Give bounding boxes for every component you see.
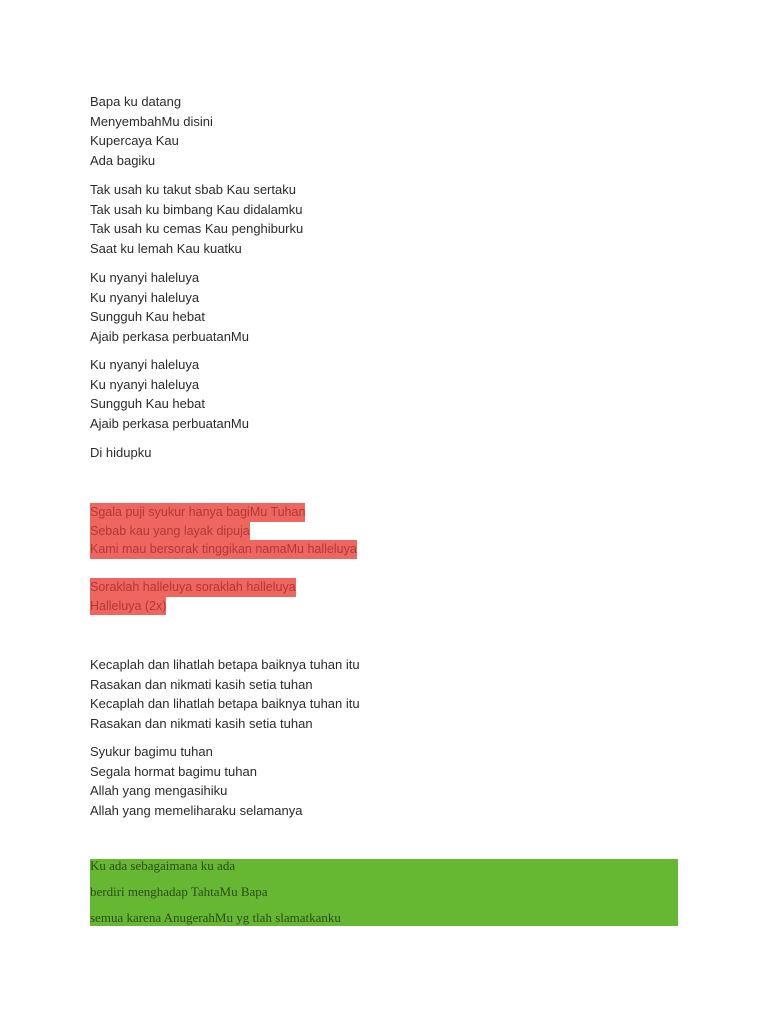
lyric-line: Rasakan dan nikmati kasih setia tuhan: [90, 676, 313, 692]
highlighted-stanza-red-2: [90, 578, 296, 615]
highlighted-lyric-line: Ku ada sebagaimana ku ada: [90, 858, 236, 873]
lyric-line: Ku nyanyi haleluya: [90, 376, 200, 392]
lyric-line: Tak usah ku cemas Kau penghiburku: [90, 221, 304, 236]
highlighted-lyric-line: Halleluya (2x): [90, 597, 166, 616]
highlighted-lyric-line: Soraklah halleluya soraklah halleluya: [90, 578, 296, 597]
stanza-4: [90, 355, 249, 433]
highlighted-lyric-line: Sebab kau yang layak dipuja: [90, 522, 250, 541]
lyric-line: Rasakan dan nikmati kasih setia tuhan: [90, 715, 313, 731]
lyric-line: Ajaib perkasa perbuatanMu: [90, 328, 249, 344]
stanza-5: [90, 443, 151, 463]
lyric-line: Ku nyanyi haleluya: [90, 270, 200, 285]
lyric-line: Ajaib perkasa perbuatanMu: [90, 415, 249, 431]
lyric-line: Ada bagiku: [90, 152, 156, 168]
stanza-6: [90, 655, 360, 733]
stanza-3: [90, 268, 249, 346]
lyric-line: Ku nyanyi haleluya: [90, 289, 200, 305]
lyric-line: Saat ku lemah Kau kuatku: [90, 240, 242, 256]
lyric-line: Syukur bagimu tuhan: [90, 744, 213, 759]
lyric-line: Allah yang mengasihiku: [90, 783, 228, 798]
lyric-line: Sungguh Kau hebat: [90, 396, 205, 411]
lyric-line: Sungguh Kau hebat: [90, 309, 205, 324]
lyric-line: Ku nyanyi haleluya: [90, 357, 200, 372]
lyric-line: MenyembahMu disini: [90, 113, 213, 129]
lyric-line: Di hidupku: [90, 445, 152, 460]
lyric-line: Kecaplah dan lihatlah betapa baiknya tuhan itu: [90, 657, 360, 672]
highlighted-stanza-green: [90, 859, 678, 926]
lyric-line: Tak usah ku bimbang Kau didalamku: [90, 201, 303, 217]
lyric-line: Kecaplah dan lihatlah betapa baiknya tuhan itu: [90, 696, 360, 711]
stanza-7: [90, 742, 302, 820]
lyric-line: Allah yang memeliharaku selamanya: [90, 802, 303, 818]
stanza-1: [90, 92, 213, 170]
highlighted-lyric-line: berdiri menghadap TahtaMu Bapa: [90, 884, 268, 899]
highlighted-stanza-red-1: [90, 503, 357, 559]
highlighted-lyric-line: semua karena AnugerahMu yg tlah slamatkanku: [90, 910, 341, 925]
lyric-line: Bapa ku datang: [90, 94, 182, 109]
stanza-2: [90, 180, 303, 258]
highlighted-lyric-line: Sgala puji syukur hanya bagiMu Tuhan: [90, 503, 305, 522]
lyric-line: Segala hormat bagimu tuhan: [90, 763, 257, 779]
lyric-line: Kupercaya Kau: [90, 133, 179, 148]
lyric-line: Tak usah ku takut sbab Kau sertaku: [90, 182, 296, 197]
highlighted-lyric-line: Kami mau bersorak tinggikan namaMu halleluya: [90, 540, 357, 559]
